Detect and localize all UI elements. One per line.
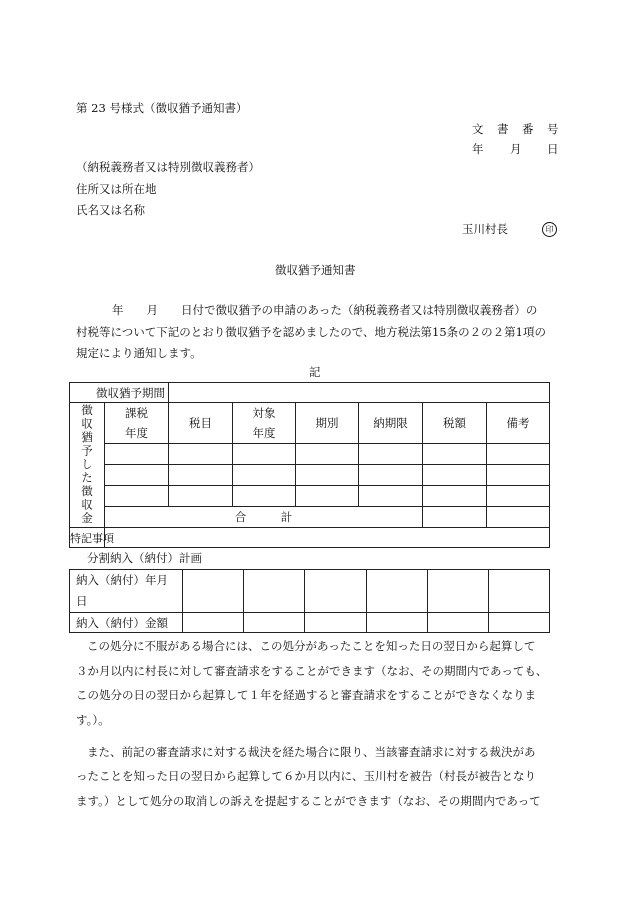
header-tax-year-line2: 年度 [125, 426, 148, 440]
total-remarks [487, 507, 550, 528]
document-title: 徴収猶予通知書 [275, 263, 356, 277]
installment-date-label-line1: 納入（納付）年月 [76, 573, 168, 587]
doc-number-char: 号 [547, 122, 559, 136]
installment-date-label [70, 570, 183, 613]
installment-date-label-line2: 日 [76, 594, 88, 608]
header-remarks: 備考 [487, 403, 550, 444]
notice2-line-2: ったことを知った日の翌日から起算して６か月以内に、玉川村を被告（村長が被告となり [76, 769, 536, 783]
period-value [169, 383, 550, 403]
special-notes-value [105, 528, 550, 548]
special-notes-label: 特記事項 [70, 528, 105, 548]
notice2-line-1: また、前記の審査請求に対する裁決を経た場合に限り、当該審査請求に対する裁決があ [87, 745, 536, 759]
date-year: 年 [472, 142, 484, 156]
date-month: 月 [510, 142, 522, 156]
recipient-address: 住所又は所在地 [76, 182, 157, 196]
ki-heading: 記 [309, 365, 321, 379]
issuer-name: 玉川村長 [462, 222, 508, 236]
header-target-year-line1: 対象 [252, 406, 276, 420]
notice1-line-3: この処分の日の翌日から起算して１年を経過すると審査請求をすることができなくなりま [76, 688, 536, 702]
table-row [70, 486, 550, 507]
doc-number-char: 文 [472, 122, 484, 136]
doc-number-char: 書 [497, 122, 509, 136]
period-label: 徴収猶予期間 [70, 383, 169, 403]
document-number-label [472, 124, 558, 138]
side-label-cell [70, 403, 105, 528]
intro-line-1: 年 月 日付で徴収猶予の申請のあった（納税義務者又は特別徴収義務者）の [112, 303, 538, 317]
header-installment: 期別 [296, 403, 359, 444]
total-amount [423, 507, 487, 528]
total-label: 合 計 [105, 507, 423, 528]
recipient-name: 氏名又は名称 [76, 203, 145, 217]
header-tax-year-line1: 課税 [125, 406, 148, 420]
installment-amount-label: 納入（納付）金額 [70, 613, 183, 633]
notice1-line-2: ３か月以内に村長に対して審査請求をすることができます（なお、その期間内であっても、 [76, 664, 548, 678]
installment-plan-title: 分割納入（納付）計画 [87, 551, 202, 565]
header-amount: 税額 [423, 403, 487, 444]
notice2-line-3: ます。）として処分の取消しの訴えを提起することができます（なお、その期間内であって [76, 794, 541, 808]
date-line [472, 144, 558, 158]
intro-line-3: 規定により通知します。 [76, 346, 202, 360]
doc-number-char: 番 [522, 122, 534, 136]
table-row [70, 465, 550, 486]
recipient-label: （納税義務者又は特別徴収義務者） [76, 160, 260, 174]
installment-plan-table [69, 569, 550, 633]
deferral-table [69, 382, 550, 548]
seal-mark: 印 [542, 222, 557, 237]
header-tax-item: 税目 [169, 403, 233, 444]
date-day: 日 [547, 142, 559, 156]
header-target-year-line2: 年度 [252, 426, 276, 440]
side-label: 徴収猶予した徴収金 [80, 404, 94, 526]
table-row [70, 444, 550, 465]
notice1-line-4: す。）。 [76, 713, 110, 727]
header-target-year [233, 403, 296, 444]
form-number: 第 23 号様式（徴収猶予通知書） [76, 101, 248, 115]
intro-line-2: 村税等について下記のとおり徴収猶予を認めましたので、地方税法第15条の２の２第1項の [76, 325, 546, 339]
header-due-date: 納期限 [359, 403, 423, 444]
notice1-line-1: この処分に不服がある場合には、この処分があったことを知った日の翌日から起算して [87, 639, 536, 653]
header-tax-year [105, 403, 169, 444]
